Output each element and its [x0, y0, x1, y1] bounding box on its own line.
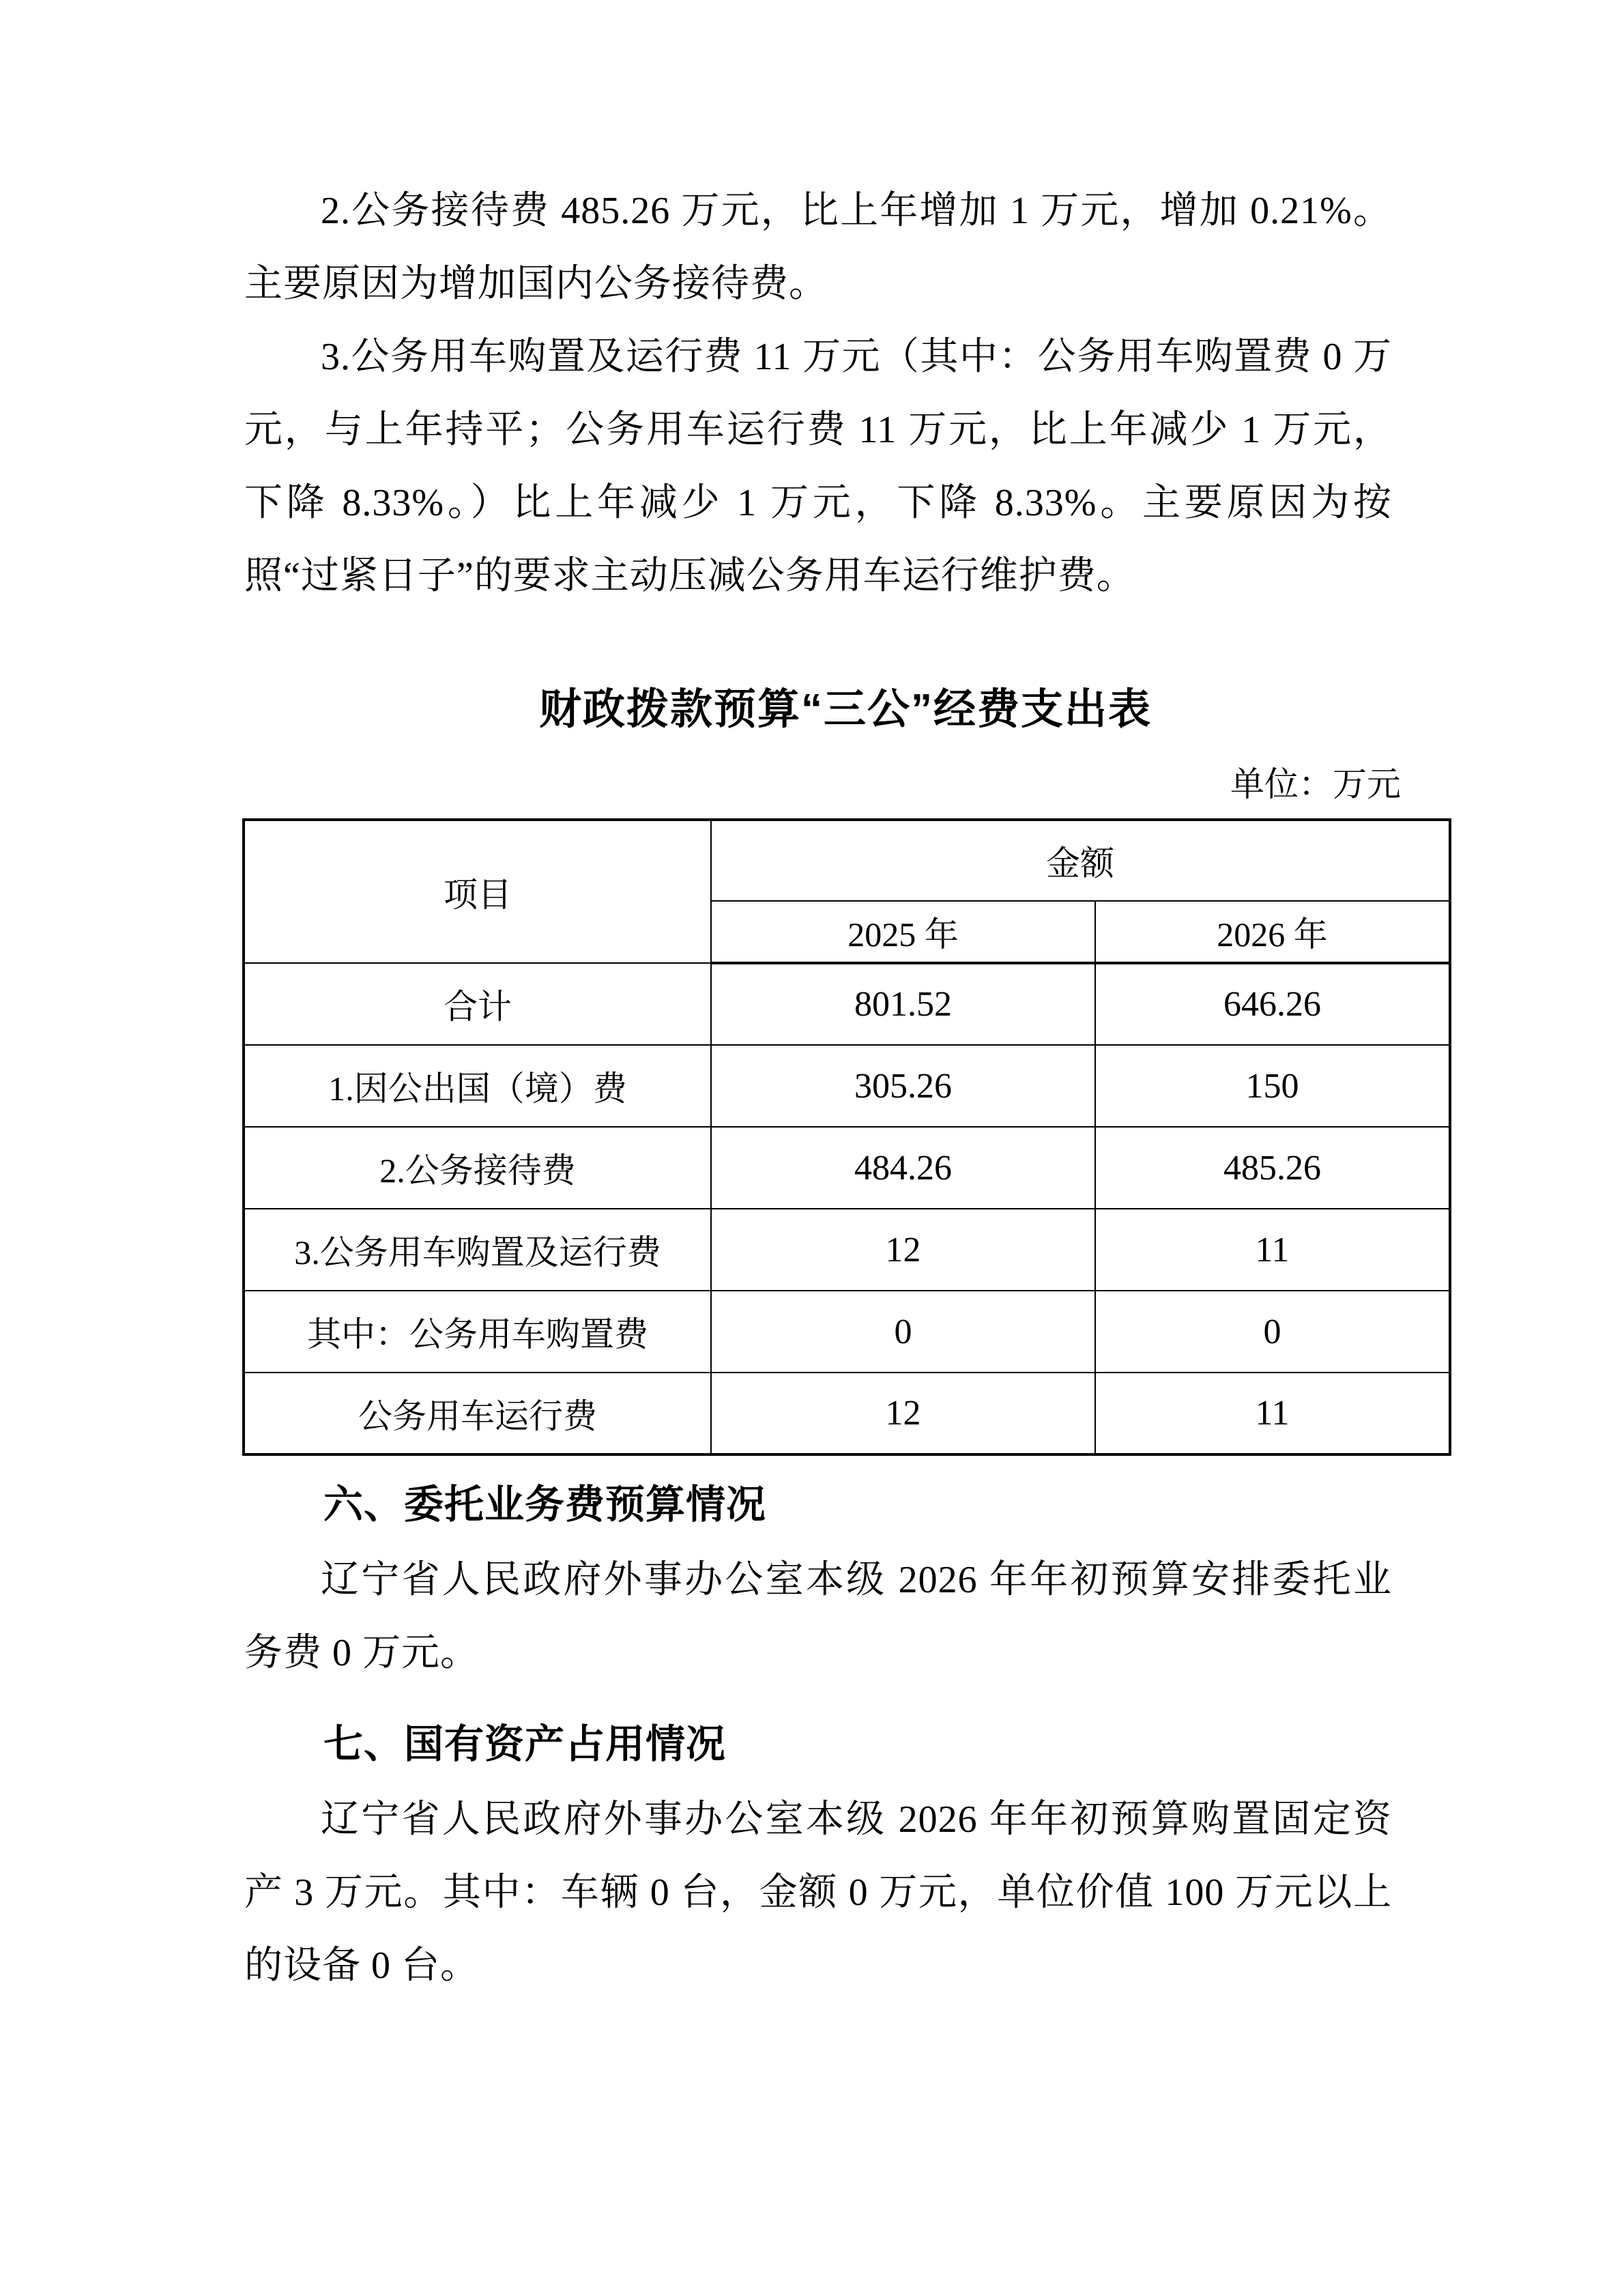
table-row-abroad [244, 1045, 1450, 1127]
table-row-vehicle-operation [244, 1373, 1450, 1454]
value-2026: 150 [1095, 1045, 1450, 1127]
row-label: 公务用车运行费 [244, 1373, 711, 1454]
value-2026: 485.26 [1095, 1127, 1450, 1209]
value-2025: 12 [711, 1209, 1095, 1291]
value-2026: 11 [1095, 1209, 1450, 1291]
value-2026: 646.26 [1095, 963, 1450, 1045]
table-header-row-1 [244, 820, 1450, 901]
table-row-reception [244, 1127, 1450, 1209]
table-row-vehicle-purchase [244, 1291, 1450, 1373]
paragraph-official-reception: 2.公务接待费 485.26 万元，比上年增加 1 万元，增加 0.21%。主要原因为增加国内公务接待费。 [244, 190, 1392, 305]
section-7-paragraph: 辽宁省人民政府外事办公室本级 2026 年年初预算购置固定资产 3 万元。其中：车辆 0 台，金额 0 万元，单位价值 100 万元以上的设备 0 台。 [244, 1798, 1392, 1987]
body-text-block [244, 0, 1392, 613]
table-row-vehicle-total [244, 1209, 1450, 1291]
table-row-total [244, 963, 1450, 1045]
header-cell-amount: 金额 [711, 820, 1450, 901]
value-2026: 0 [1095, 1291, 1450, 1373]
value-2025: 484.26 [711, 1127, 1095, 1209]
section-7-heading: 七、国有资产占用情况 [323, 1722, 727, 1766]
unit-label: 单位：万元 [1230, 765, 1401, 803]
header-cell-year-2026: 2026 年 [1095, 901, 1450, 963]
value-2026: 11 [1095, 1373, 1450, 1454]
row-label: 1.因公出国（境）费 [244, 1045, 711, 1127]
value-2025: 801.52 [711, 963, 1095, 1045]
row-label: 合计 [244, 963, 711, 1045]
section-7-body [244, 1783, 1392, 2003]
row-label: 2.公务接待费 [244, 1127, 711, 1209]
paragraph-official-vehicles: 3.公务用车购置及运行费 11 万元（其中：公务用车购置费 0 万元，与上年持平；公务用车运行费 11 万元，比上年减少 1 万元，下降 8.33%。）比上年减少 1 万元，下降 8.33%。主要原因为按照“过紧日子”的要求主动压减公务用车运行维护费。 [244, 336, 1392, 597]
value-2025: 0 [711, 1291, 1095, 1373]
three-public-expense-table [242, 818, 1451, 1456]
section-6-heading: 六、委托业务费预算情况 [323, 1482, 767, 1527]
section-6-body [244, 1544, 1392, 1690]
section-6-paragraph: 辽宁省人民政府外事办公室本级 2026 年年初预算安排委托业务费 0 万元。 [244, 1559, 1392, 1674]
row-label: 3.公务用车购置及运行费 [244, 1209, 711, 1291]
table-title: 财政拨款预算“三公”经费支出表 [538, 686, 1152, 733]
row-label: 其中：公务用车购置费 [244, 1291, 711, 1373]
header-cell-year-2025: 2025 年 [711, 901, 1095, 963]
value-2025: 12 [711, 1373, 1095, 1454]
value-2025: 305.26 [711, 1045, 1095, 1127]
header-cell-item: 项目 [244, 820, 711, 963]
